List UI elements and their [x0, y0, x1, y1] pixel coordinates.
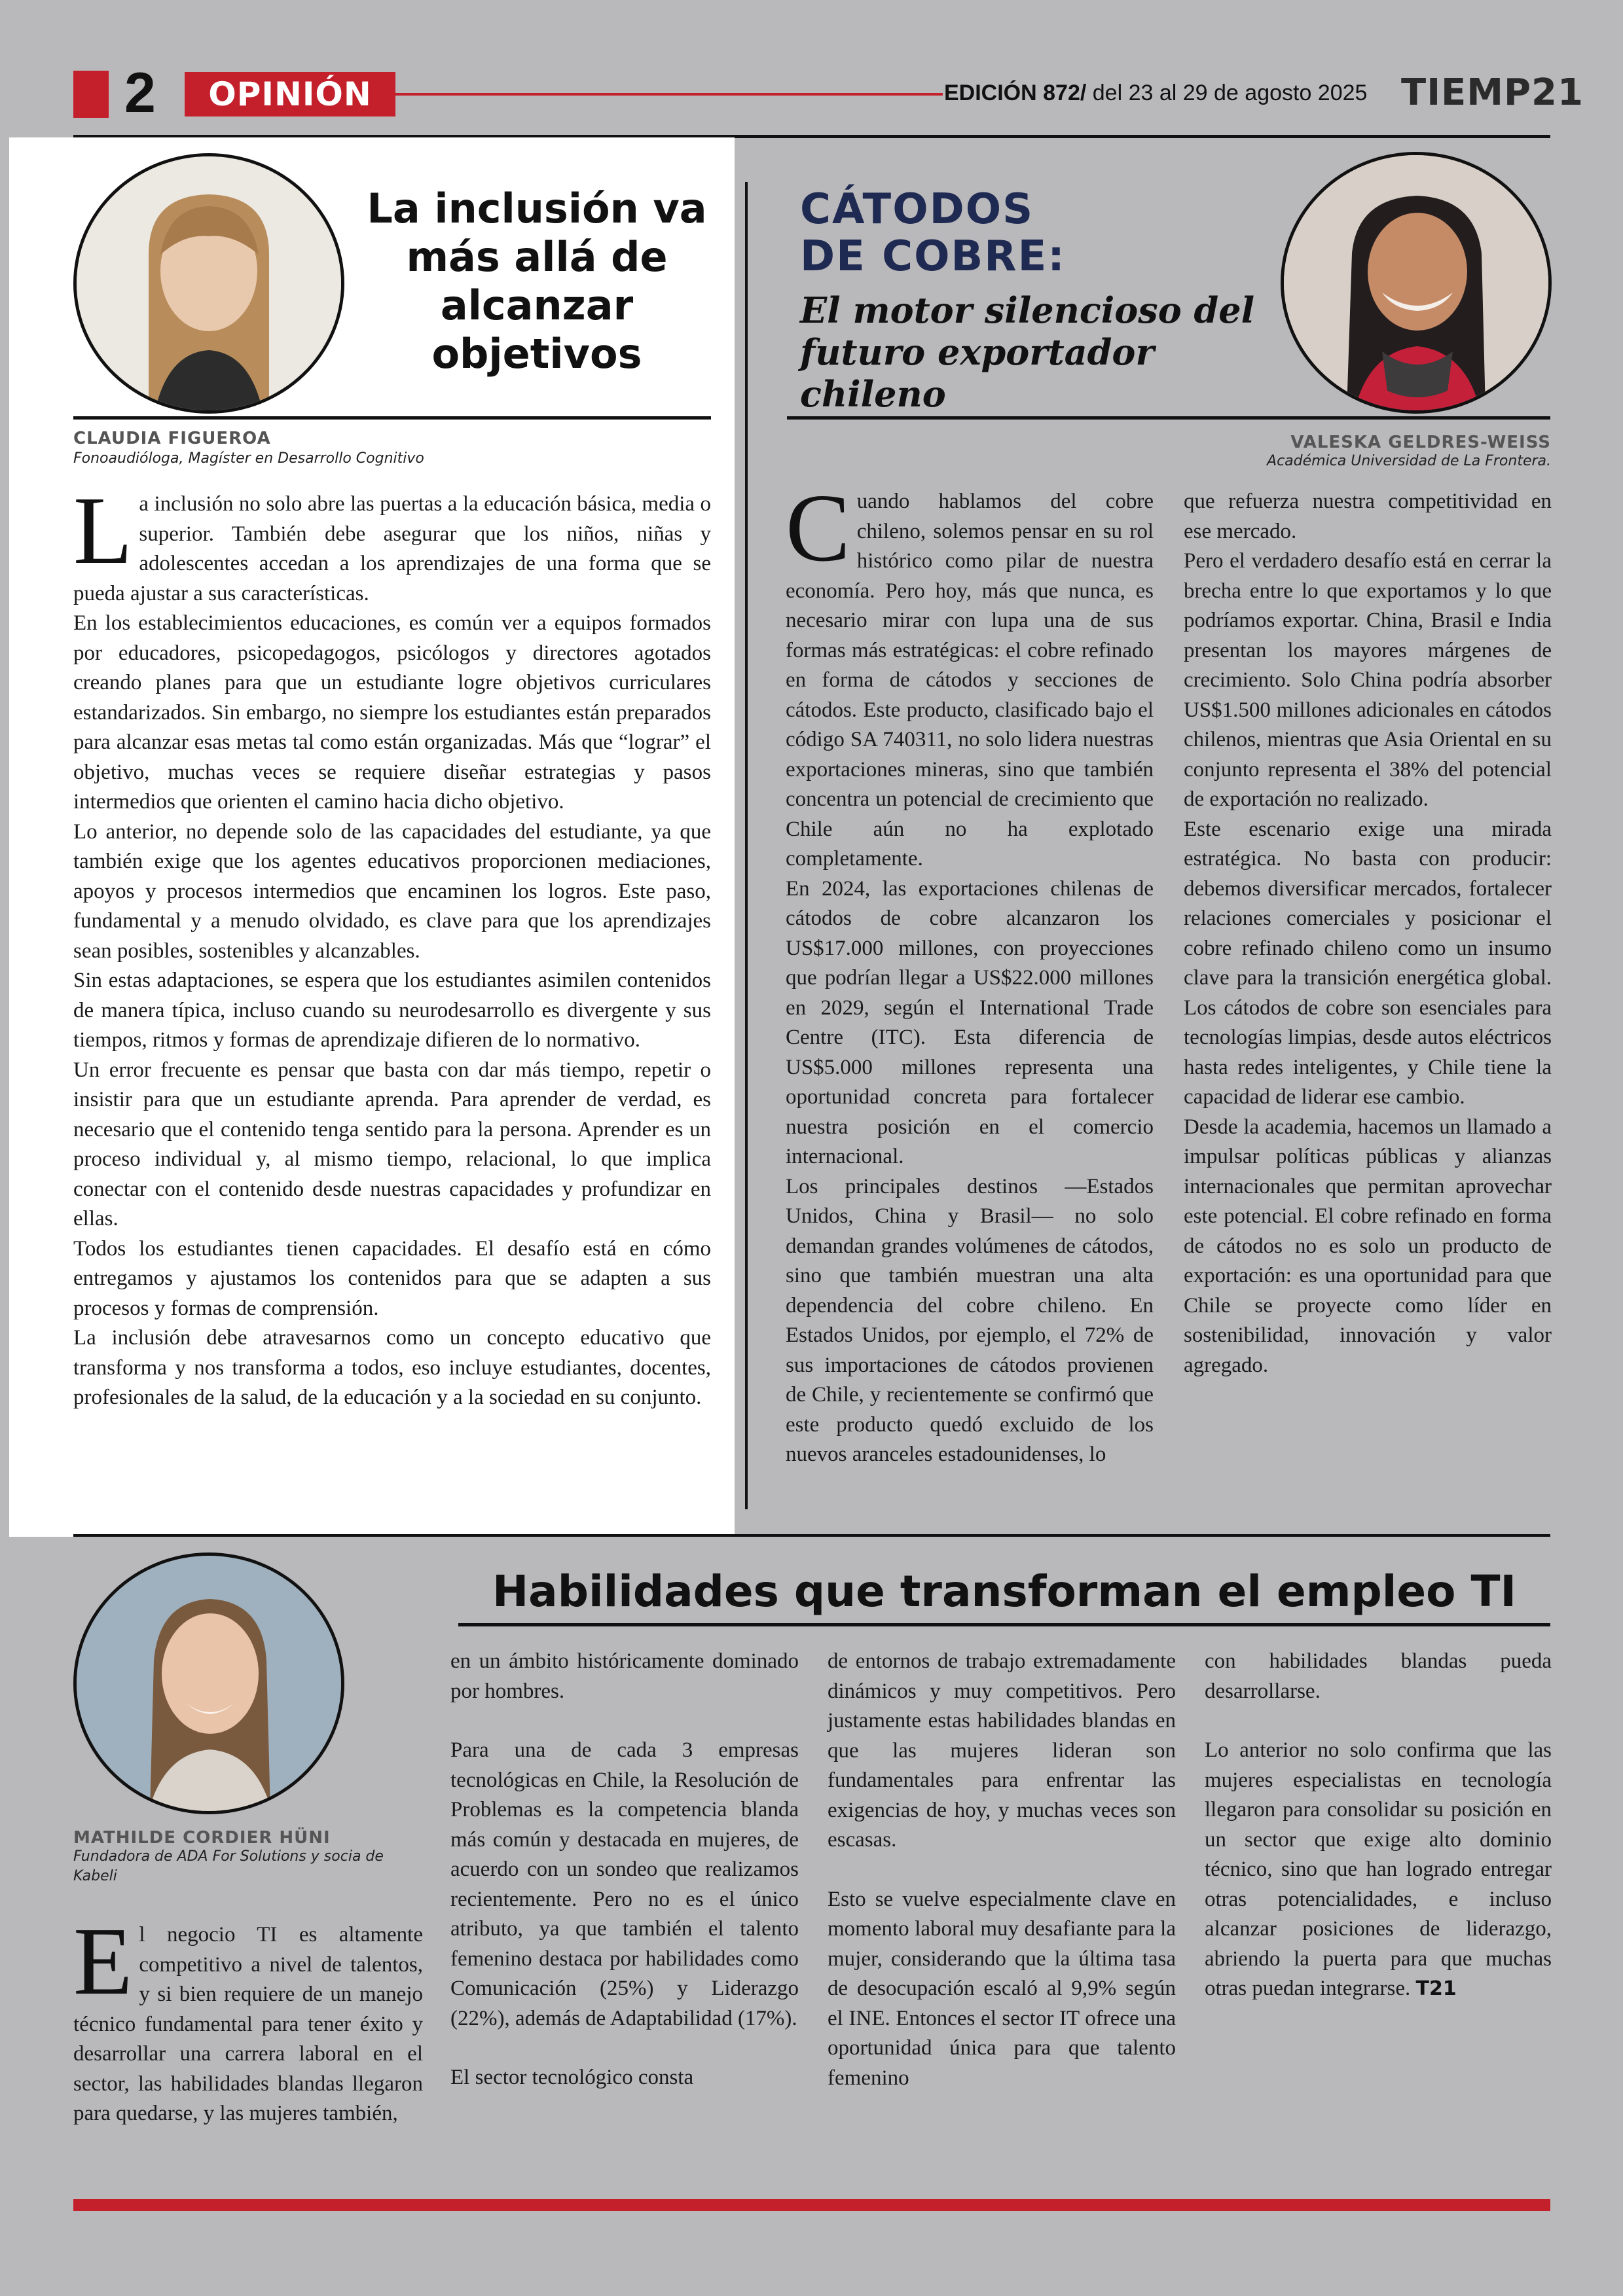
header-red-line — [395, 93, 943, 96]
portrait-illustration — [1284, 155, 1548, 410]
end-mark-logo: T21 — [1415, 1977, 1457, 2000]
article3-paragraph: de entornos de trabajo extremadamente dinámicos y muy competitivos. Pero justamente estas habilidades blandas en que las mujeres lideran son fundamentales para enfrentar las exigencias de hoy, y muchas veces son escasas. — [828, 1649, 1176, 1852]
article2-dropcap: C — [786, 475, 850, 582]
article3-paragraph: con habilidades blandas pueda desarrollarse. — [1205, 1649, 1552, 1703]
article2-title-line1: CÁTODOS — [800, 185, 1034, 234]
edition-dates: del 23 al 29 de agosto 2025 — [1086, 81, 1368, 105]
article3-final-text: Lo anterior no solo confirma que las mujeres especialistas en tecnología llegaron para consolidar su posición en un sector que exige alto dominio técnico, sino que han logrado entregar otras potencialidades, e incluso alcanzar posiciones de liderazgo, abriendo la puerta para que muchas otras puedan integrarse. — [1205, 1738, 1552, 2000]
article3-paragraph: l negocio TI es altamente competitivo a nivel de talentos, y si bien requiere de un manejo técnico fundamental para tener éxito y desarrollar una carrera laboral en el sector, las habilidades blandas llegaron para quedarse, y las mujeres también, — [73, 1923, 423, 2125]
article2-paragraph: Desde la academia, hacemos un llamado a impulsar políticas públicas y alianzas internacionales que permitan aprovechar este potencial. El cobre refinado en forma de cátodos no es solo un producto de exportación: es una oportunidad para que Chile se proyecte como líder en sostenibilidad, innovación y valor agregado. — [1184, 1115, 1552, 1377]
article2-title-line2: DE COBRE: — [800, 232, 1066, 281]
article1-paragraph: La inclusión debe atravesarnos como un concepto educativo que transforma y nos transforma a todos, eso incluye estudiantes, docentes, profesionales de la salud, de la educación y a la sociedad en su conjunto. — [73, 1326, 711, 1409]
article3-paragraph: Para una de cada 3 empresas tecnológicas en Chile, la Resolución de Problemas es la competencia blanda más común y destacada en mujeres, de acuerdo con un sondeo que realizamos recientemente. Pero no es el único atributo, ya que también el talento femenino destaca por habilidades como Comunicación (25%) y Liderazgo (22%), además de Adaptabilidad (17%). — [450, 1738, 799, 2030]
article1-paragraph: a inclusión no solo abre las puertas a la educación básica, media o superior. También debe asegurar que los niños, niñas y adolescentes accedan a los aprendizajes de una forma que se pueda ajustar a sus características. — [73, 492, 711, 605]
article3-column-2 — [450, 1647, 799, 2093]
edition-info — [944, 77, 1367, 109]
article1-author-role: Fonoaudióloga, Magíster en Desarrollo Cognitivo — [73, 450, 424, 467]
column-divider — [745, 182, 748, 1509]
article2-title — [800, 186, 1066, 280]
portrait-illustration — [77, 1556, 341, 1811]
article1-author: CLAUDIA FIGUEROA — [73, 429, 271, 448]
newspaper-logo: TIEMP21 — [1401, 71, 1584, 114]
author-photo-mathilde — [73, 1552, 344, 1814]
article2-paragraph: uando hablamos del cobre chileno, solemos pensar en su rol histórico como pilar de nuestra economía. Pero hoy, más que nunca, es necesario mirar con lupa una de sus formas más estratégicas: el cobre refinado en forma de cátodos y secciones de cátodos. Este producto, clasificado bajo el código SA 740311, no solo lidera nuestras exportaciones mineras, sino que también concentra un potencial de crecimiento que Chile aún no ha explotado completamente. — [786, 490, 1154, 870]
article2-paragraph: que refuerza nuestra competitividad en ese mercado. — [1184, 490, 1552, 543]
article3-paragraph: Esto se vuelve especialmente clave en momento laboral muy desafiante para la mujer, considerando que la última tasa de desocupación escaló al 9,9% según el INE. Entonces el sector IT ofrece una oportunidad única para que talento femenino — [828, 1887, 1176, 2090]
article1-paragraph: Sin estas adaptaciones, se espera que los estudiantes asimilen contenidos de manera típica, incluso cuando su neurodesarrollo es divergente y sus tiempos, ritmos y formas de aprendizaje difieren de lo normativo. — [73, 969, 711, 1052]
article2-column-2 — [1184, 487, 1552, 1380]
article2-column-1 — [786, 475, 1154, 1470]
article3-author-role: Fundadora de ADA For Solutions y socia de Kabeli — [73, 1848, 384, 1884]
edition-number: EDICIÓN 872/ — [944, 81, 1087, 105]
article1-dropcap: L — [73, 477, 133, 584]
article3-author: MATHILDE CORDIER HÜNI — [73, 1828, 331, 1848]
article3-column-4 — [1205, 1647, 1552, 2004]
article2-author-role: Académica Universidad de La Frontera. — [1267, 453, 1551, 469]
article2-paragraph: Pero el verdadero desafío está en cerrar la brecha entre lo que exportamos y lo que podríamos exportar. China, Brasil e India presentan los mayores márgenes de crecimiento. Solo China podría absorber US$1.500 millones adicionales en cátodos chilenos, mientras que Asia Oriental en su conjunto representa el 38% del potencial de exportación no realizado. — [1184, 549, 1552, 811]
article2-paragraph: En 2024, las exportaciones chilenas de cátodos de cobre alcanzaron los US$17.000 millones, con proyecciones que podrían llegar a US$22.000 millones en 2029, según el International Trade Centre (ITC). Esta diferencia de US$5.000 millones representa una oportunidad concreta para fortalecer nuestra posición en el comercio internacional. — [786, 876, 1154, 1168]
article2-subtitle: El motor silencioso del futuro exportador chileno — [800, 289, 1255, 415]
article2-title-rule — [787, 416, 1550, 420]
author-photo-valeska — [1281, 152, 1552, 414]
article3-dropcap: E — [73, 1908, 133, 2015]
article1-body — [73, 477, 711, 1413]
article1-paragraph: Todos los estudiantes tienen capacidades. El desafío está en cómo entregamos y ajustamos los contenidos para que se adapten a sus procesos y formas de comprensión. — [73, 1236, 711, 1320]
article1-paragraph: Un error frecuente es pensar que basta con dar más tiempo, repetir o insistir para que un estudiante aprenda. Para aprender de verdad, es necesario que el contenido tenga sentido para la persona. Aprender es un proceso individual y, al mismo tiempo, relacional, lo que implica conectar con el contenido desde nuestras capacidades y profundizar en ellas. — [73, 1058, 711, 1230]
article1-paragraph: En los establecimientos educaciones, es común ver a equipos formados por educadores, psicopedagogos, psicólogos y directores agotados creando planes para que un estudiante logre objetivos curriculares estandarizados. Sin embargo, no siempre los estudiantes están preparados para alcanzar esas metas tal como están organizadas. Más que “lograr” el objetivo, muchas veces se requiere diseñar estrategias y pasos intermedios que orienten el camino hacia dicho objetivo. — [73, 611, 711, 814]
article3-column-3 — [828, 1647, 1176, 2093]
portrait-illustration — [77, 156, 341, 410]
article2-author: VALESKA GELDRES-WEISS — [1290, 433, 1551, 452]
article2-paragraph: Este escenario exige una mirada estratégica. No basta con producir: debemos diversificar mercados, fortalecer relaciones comerciales y posicionar el cobre refinado chileno como un insumo clave para la transición energética global. Los cátodos de cobre son esenciales para tecnologías limpias, desde autos eléctricos hasta redes inteligentes, y Chile tiene la capacidad de liderar ese cambio. — [1184, 817, 1552, 1109]
article1-paragraph: Lo anterior, no depende solo de las capacidades del estudiante, ya que también exige que los agentes educativos proporcionen mediaciones, apoyos y procesos intermedios que encaminen los logros. Este paso, fundamental y a menudo olvidado, es clave para que los aprendizajes sean posibles, sostenibles y alcanzables. — [73, 819, 711, 963]
article3-title: Habilidades que transforman el empleo TI — [492, 1566, 1517, 1617]
article1-title-rule — [73, 416, 711, 420]
article3-paragraph: en un ámbito históricamente dominado por hombres. — [450, 1649, 799, 1703]
section-divider-rule — [73, 1534, 1550, 1537]
header-accent-square — [73, 71, 109, 118]
section-label: OPINIÓN — [185, 72, 395, 117]
footer-red-bar — [73, 2199, 1550, 2211]
page-number: 2 — [124, 62, 156, 124]
article2-paragraph: Los principales destinos —Estados Unidos, China y Brasil— no solo demandan grandes volúmenes de cátodos, sino que también muestran una alta dependencia del cobre chileno. En Estados Unidos, por ejemplo, el 72% de sus importaciones de cátodos provienen de Chile, y recientemente se confirmó que este producto quedó excluido de los nuevos aranceles estadounidenses, lo — [786, 1174, 1154, 1466]
article1-title: La inclusión va más allá de alcanzar objetivos — [367, 185, 707, 378]
author-photo-claudia — [73, 153, 344, 414]
article3-paragraph — [1205, 1736, 1552, 2004]
article3-paragraph: El sector tecnológico consta — [450, 2066, 694, 2089]
article3-column-1 — [73, 1908, 423, 2129]
article3-title-rule — [458, 1623, 1550, 1626]
